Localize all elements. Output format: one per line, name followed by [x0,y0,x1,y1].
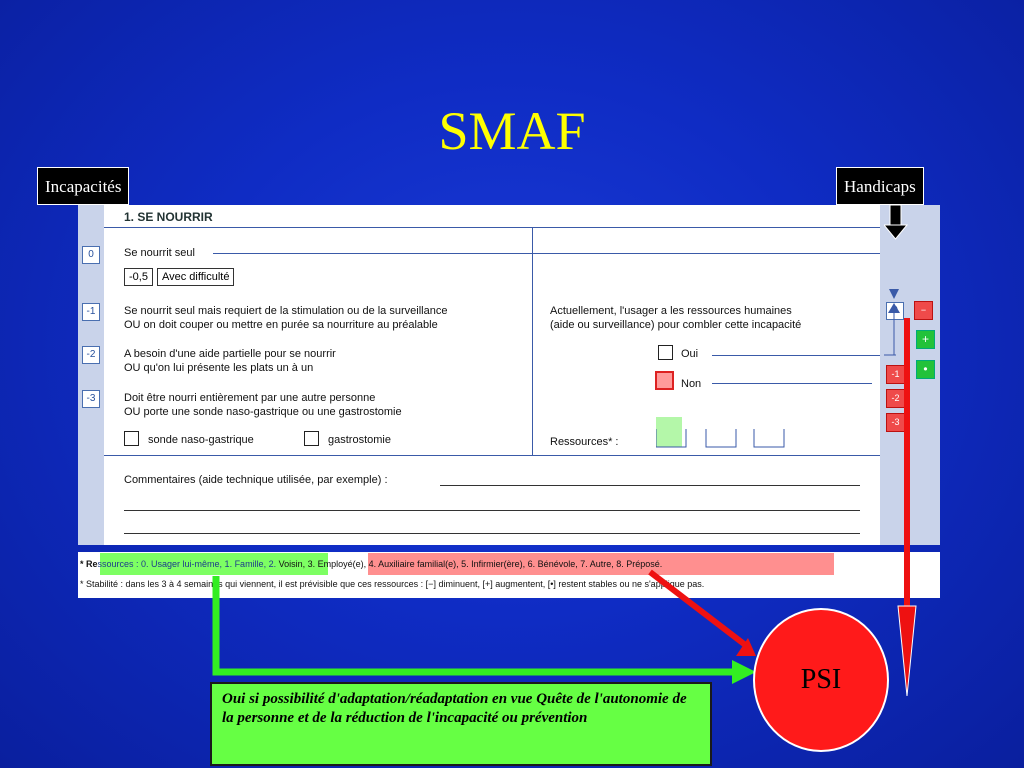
resources-question-line2: (aide ou surveillance) pour combler cette incapacité [550,319,802,331]
non-label: Non [681,378,702,390]
sonde-label: sonde naso-gastrique [148,434,254,446]
psi-circle: PSI [753,608,889,752]
ressources-label: Ressources* : [550,436,619,448]
half-score-label: Avec difficulté [157,268,234,286]
handicaps-tag: Handicaps [836,167,924,205]
slide-title: SMAF [438,101,586,161]
legend-line2: * Stabilité : dans les 3 à 4 semaines qui viennent, il est prévisible que ces ressources : [−] diminuent, [+] augmentent, [•] restent stables ou ne s'applique pas. [80,579,705,589]
item3-line1: Doit être nourri entièrement par une autre personne [124,392,376,404]
item3-line2: OU porte une sonde naso-gastrique ou une gastrostomie [124,406,402,418]
score-0[interactable]: 0 [82,246,100,264]
gastro-label: gastrostomie [328,434,391,446]
adaptation-note: Oui si possibilité d'adaptation/réadaptation en vue Quête de l'autonomie de la personne et de la réduction de l'incapacité ou prévention [210,682,712,766]
section-title: 1. SE NOURRIR [124,210,213,224]
stability-minus-box[interactable]: − [914,301,933,320]
half-score-box[interactable]: -0,5 [124,268,153,286]
stability-plus-box[interactable]: + [916,330,935,349]
legend-line1: * Ressources : 0. Usager lui-même, 1. Famille, 2. Voisin, 3. Employé(e), 4. Auxiliaire familial(e), 5. Infirmier(ère), 6. Bénévole, 7. Autre, 8. Préposé. [80,559,663,569]
side-score-minus3[interactable]: -3 [886,413,905,432]
score-minus3[interactable]: -3 [82,390,100,408]
score-minus1[interactable]: -1 [82,303,100,321]
incapacites-tag: Incapacités [37,167,129,205]
item2-line1: A besoin d'une aide partielle pour se nourrir [124,348,336,360]
score-minus2[interactable]: -2 [82,346,100,364]
comments-label: Commentaires (aide technique utilisée, par exemple) : [124,474,388,486]
side-score-minus1[interactable]: -1 [886,365,905,384]
oui-label: Oui [681,348,699,360]
stability-stable-box[interactable]: • [916,360,935,379]
resources-question-line1: Actuellement, l'usager a les ressources humaines [550,305,792,317]
side-score-minus2[interactable]: -2 [886,389,905,408]
item0-label: Se nourrit seul [124,247,195,259]
item1-line1: Se nourrit seul mais requiert de la stimulation ou de la surveillance [124,305,448,317]
item2-line2: OU qu'on lui présente les plats un à un [124,362,314,374]
item1-line2: OU on doit couper ou mettre en purée sa nourriture au préalable [124,319,438,331]
